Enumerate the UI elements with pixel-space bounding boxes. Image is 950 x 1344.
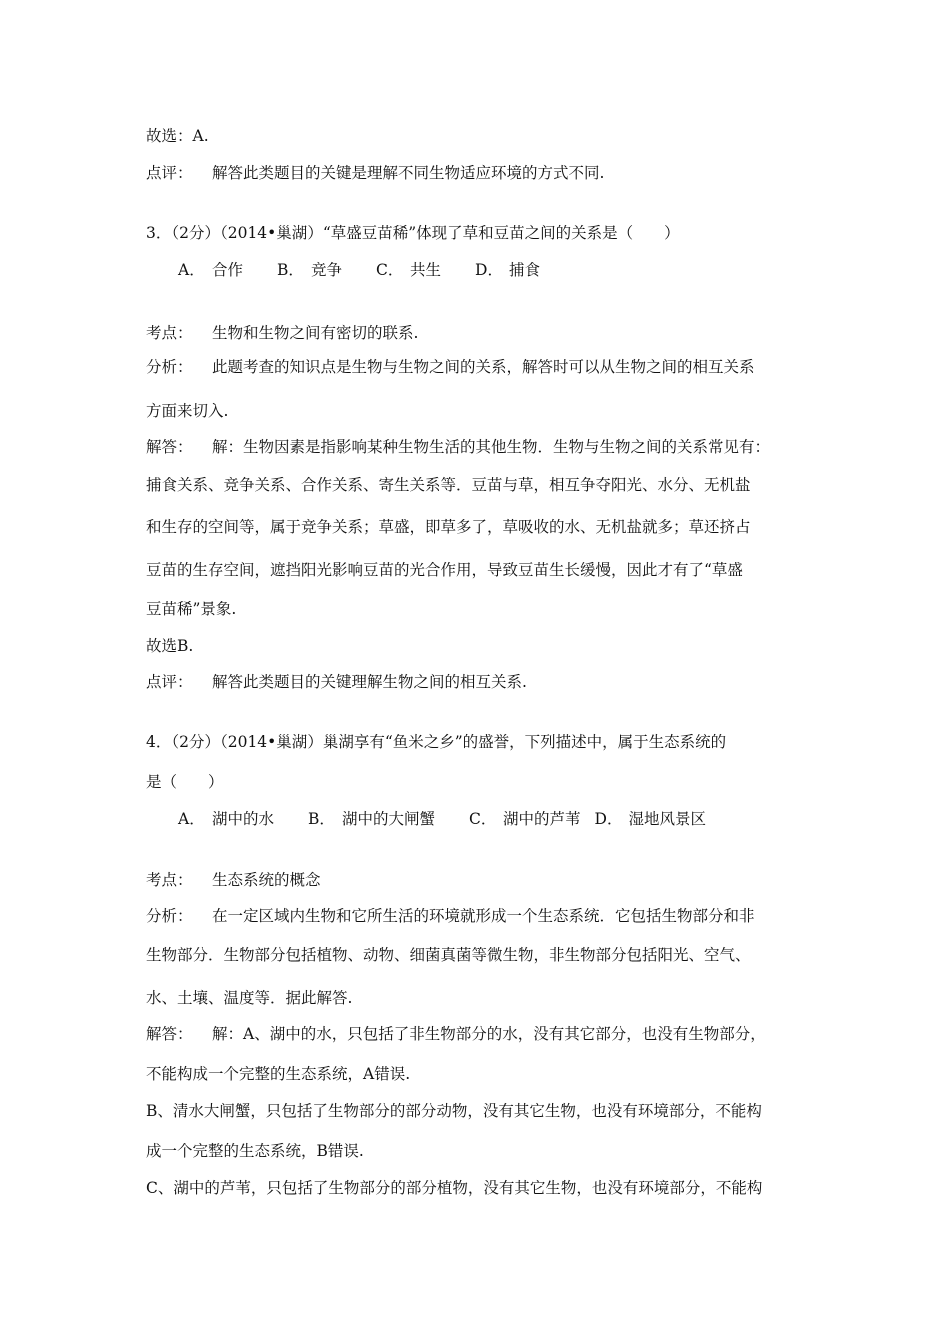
comment-text: 解答此类题目的关键是理解不同生物适应环境的方式不同. <box>212 164 605 182</box>
fenxi-text: 此题考查的知识点是生物与生物之间的关系，解答时可以从生物之间的相互关系 <box>212 358 755 376</box>
q4-stem-line2: 是（ ） <box>146 773 224 791</box>
dianping-text: 解答此类题目的关键理解生物之间的相互关系. <box>212 673 527 691</box>
jieda-label: 解答： <box>146 1025 193 1043</box>
q4-fenxi-line2: 生物部分．生物部分包括植物、动物、细菌真菌等微生物，非生物部分包括阳光、空气、 <box>146 946 751 964</box>
q3-jieda-line5: 豆苗稀”景象. <box>146 600 237 618</box>
comment-label: 点评： <box>146 164 193 182</box>
q4-jieda-line5: C、湖中的芦苇，只包括了生物部分的部分植物，没有其它生物，也没有环境部分，不能构 <box>146 1179 763 1197</box>
q4-kaodian <box>146 870 321 890</box>
dianping-label: 点评： <box>146 673 193 691</box>
q4-option-a: A． 湖中的水 <box>178 810 275 828</box>
jieda-label: 解答： <box>146 438 193 456</box>
q3-option-b: B． 竞争 <box>277 261 343 279</box>
jieda-text: 解：A、湖中的水，只包括了非生物部分的水，没有其它部分，也没有生物部分， <box>212 1025 766 1043</box>
q4-option-b: B． 湖中的大闸蟹 <box>308 810 436 828</box>
kaodian-text: 生态系统的概念 <box>212 871 321 889</box>
q3-jieda <box>146 437 770 457</box>
q4-option-c: C． 湖中的芦苇 <box>469 810 581 828</box>
q3-fenxi <box>146 357 755 377</box>
prev-choice: 故选：A. <box>146 127 209 145</box>
q3-stem: 3．（2分）（2014•巢湖）“草盛豆苗稀”体现了草和豆苗之间的关系是（ ） <box>146 224 680 242</box>
kaodian-label: 考点： <box>146 871 193 889</box>
q4-fenxi <box>146 906 755 926</box>
fenxi-text: 在一定区域内生物和它所生活的环境就形成一个生态系统．它包括生物部分和非 <box>212 907 755 925</box>
jieda-text: 解：生物因素是指影响某种生物生活的其他生物．生物与生物之间的关系常见有： <box>212 438 771 456</box>
q3-jieda-line4: 豆苗的生存空间，遮挡阳光影响豆苗的光合作用，导致豆苗生长缓慢，因此才有了“草盛 <box>146 561 743 579</box>
kaodian-text: 生物和生物之间有密切的联系. <box>212 324 419 342</box>
q3-dianping <box>146 672 527 692</box>
q3-options <box>178 260 574 280</box>
q3-jieda-line3: 和生存的空间等，属于竞争关系；草盛，即草多了，草吸收的水、无机盐就多；草还挤占 <box>146 518 751 536</box>
q3-jieda-line2: 捕食关系、竞争关系、合作关系、寄生关系等．豆苗与草，相互争夺阳光、水分、无机盐 <box>146 476 751 494</box>
q4-stem: 4．（2分）（2014•巢湖）巢湖享有“鱼米之乡”的盛誉，下列描述中，属于生态系统的 <box>146 733 727 751</box>
q3-fenxi-line2: 方面来切入. <box>146 402 229 420</box>
prev-comment <box>146 163 604 183</box>
kaodian-label: 考点： <box>146 324 193 342</box>
q3-option-c: C． 共生 <box>376 261 442 279</box>
q4-jieda-line3: B、清水大闸蟹，只包括了生物部分的部分动物，没有其它生物，也没有环境部分，不能构 <box>146 1102 762 1120</box>
q4-jieda <box>146 1024 766 1044</box>
q4-options <box>178 809 740 829</box>
q3-kaodian <box>146 323 418 343</box>
q4-option-d: D． 湿地风景区 <box>594 810 707 828</box>
q4-jieda-line4: 成一个完整的生态系统，B错误. <box>146 1142 364 1160</box>
q3-option-d: D． 捕食 <box>475 261 541 279</box>
fenxi-label: 分析： <box>146 358 193 376</box>
q4-fenxi-line3: 水、土壤、温度等．据此解答. <box>146 989 353 1007</box>
q3-option-a: A． 合作 <box>178 261 244 279</box>
fenxi-label: 分析： <box>146 907 193 925</box>
q4-jieda-line2: 不能构成一个完整的生态系统，A错误. <box>146 1065 411 1083</box>
q3-choice: 故选B. <box>146 637 194 655</box>
